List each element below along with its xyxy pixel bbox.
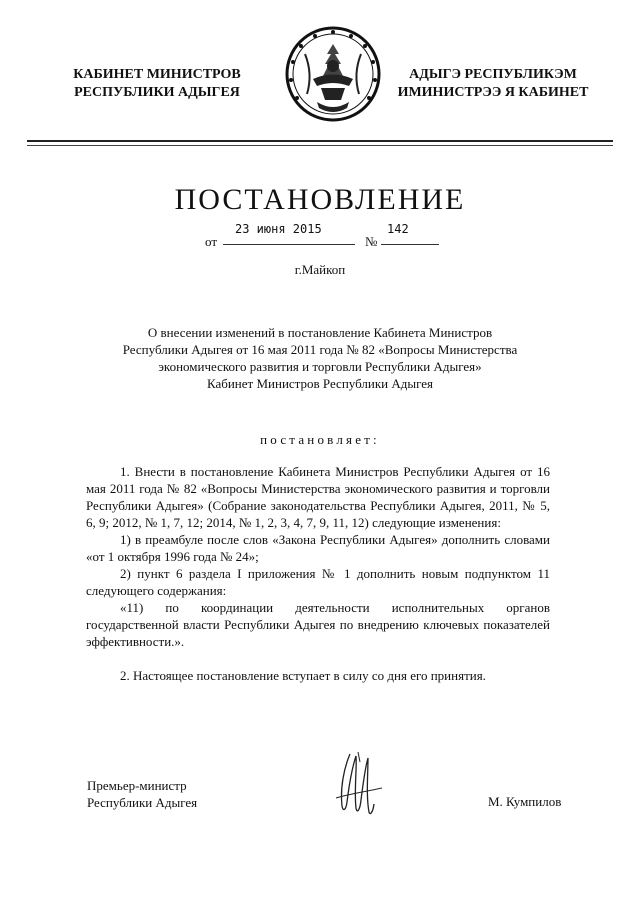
position-line-2: Республики Адыгея [87, 795, 198, 810]
signatory-position [87, 777, 197, 811]
date-value: 23 июня 2015 [235, 222, 322, 236]
header-divider-thin [27, 145, 613, 146]
city-name: г.Майкоп [294, 262, 346, 277]
subject-line: Республики Адыгея от 16 мая 2011 года № 82 «Вопросы Министерства [122, 342, 518, 357]
issuer-line-1: АДЫГЭ РЕСПУБЛИКЭМ [409, 67, 577, 82]
issuer-line-2: ИМИНИСТРЭЭ Я КАБИНЕТ [397, 85, 589, 100]
coat-of-arms-icon [283, 24, 383, 128]
document-title: ПОСТАНОВЛЕНИЕ [174, 183, 466, 216]
date-underline [223, 244, 355, 245]
signatory-name: М. Кумпилов [488, 794, 562, 809]
document-body [86, 463, 550, 684]
date-label: от [205, 234, 218, 249]
subject-line: Кабинет Министров Республики Адыгея [206, 376, 434, 391]
document-subject [60, 324, 580, 392]
issuer-line-1: КАБИНЕТ МИНИСТРОВ [73, 67, 241, 82]
subject-line: О внесении изменений в постановление Кабинета Министров [147, 325, 493, 340]
subject-line: экономического развития и торговли Республики Адыгея» [158, 359, 482, 374]
date-number-line [205, 222, 445, 248]
body-paragraph: «11) по координации деятельности исполнительных органов государственной власти Республики Адыгея по внедрению ключевых показателей эффективности.». [86, 600, 550, 649]
decree-word: постановляет: [260, 432, 380, 447]
issuer-name-russian [62, 66, 252, 102]
body-paragraph: 1. Внести в постановление Кабинета Министров Республики Адыгея от 16 мая 2011 года № 82 «Вопросы Министерства экономического развития и торговли Республики Адыгея» (Собрание законодательства Республики Адыгея, 2011, № 5, 6, 9; 2012, № 1, 7, 12; 2014, № 1, 2, 3, 4, 7, 9, 11, 12) следующие изменения: [86, 464, 550, 530]
position-line-1: Премьер-министр [87, 778, 187, 793]
issuer-line-2: РЕСПУБЛИКИ АДЫГЕЯ [74, 85, 240, 100]
number-value: 142 [387, 222, 409, 236]
header-divider-thick [27, 140, 613, 142]
body-paragraph: 1) в преамбуле после слов «Закона Республики Адыгея» дополнить словами «от 1 октября 1996 года № 24»; [86, 532, 550, 564]
body-paragraph: 2. Настоящее постановление вступает в силу со дня его принятия. [120, 668, 486, 683]
number-label: № [365, 234, 378, 249]
issuer-name-adyghe [393, 66, 593, 102]
handwritten-signature-icon [328, 748, 388, 820]
number-underline [381, 244, 439, 245]
body-paragraph: 2) пункт 6 раздела I приложения № 1 дополнить новым подпунктом 11 следующего содержания: [86, 566, 550, 598]
